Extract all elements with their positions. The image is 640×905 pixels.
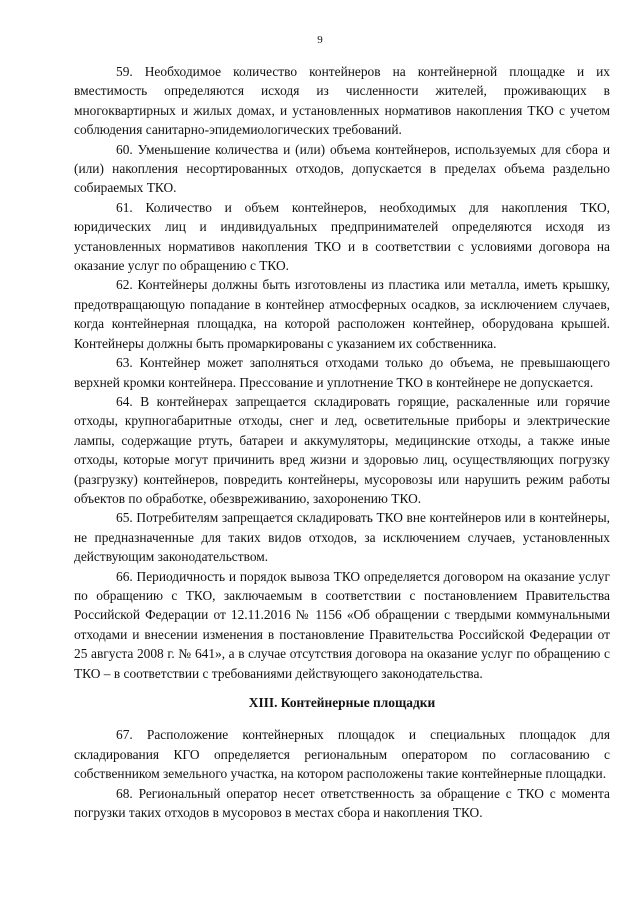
section-heading: XIII. Контейнерные площадки xyxy=(248,695,436,710)
document-body xyxy=(74,62,610,822)
paragraph-60: 60. Уменьшение количества и (или) объема контейнеров, используемых для сбора и (или) накопления несортированных отходов, допускается в пределах объема раздельно собираемых ТКО. xyxy=(74,141,610,196)
paragraph-65: 65. Потребителям запрещается складировать ТКО вне контейнеров или в контейнеры, не предназначенные для таких видов отходов, за исключением случаев, установленных действующим законодательством. xyxy=(74,510,610,565)
paragraph-64: 64. В контейнерах запрещается складировать горящие, раскаленные или горячие отходы, крупногабаритные отходы, снег и лед, осветительные приборы и электрические лампы, содержащие ртуть, батареи и аккумуляторы, медицинские отходы, а также иные отходы, которые могут причинить вред жизни и здоровью лиц, осуществляющих погрузку (разгрузку) контейнеров, повредить контейнеры, мусоровозы или нарушить режим работы объектов по обработке, обезвреживанию, захоронению ТКО. xyxy=(74,393,610,506)
paragraph-68: 68. Региональный оператор несет ответственность за обращение с ТКО с момента погрузки таких отходов в мусоровоз в местах сбора и накопления ТКО. xyxy=(74,785,610,821)
paragraph-67: 67. Расположение контейнерных площадок и специальных площадок для складирования КГО определяется региональным оператором по согласованию с собственником земельного участка, на котором расположены такие контейнерные площадки. xyxy=(74,727,610,782)
page-number: 9 xyxy=(317,34,323,46)
paragraph-59: 59. Необходимое количество контейнеров на контейнерной площадке и их вместимость определяются исходя из численности жителей, проживающих в многоквартирных и жилых домах, и установленных нормативов накопления ТКО с учетом соблюдения санитарно-эпидемиологических требований. xyxy=(74,64,610,138)
paragraph-66: 66. Периодичность и порядок вывоза ТКО определяется договором на оказание услуг по обращению с ТКО, заключаемым в соответствии с постановлением Правительства Российской Федерации от 12.11.2016 № 1156 «Об обращении с твердыми коммунальными отходами и внесении изменения в постановление Правительства Российской Федерации от 25 августа 2008 г. № 641», а в случае отсутствия договора на оказание услуг по обращению с ТКО – в соответствии с требованиями действующего законодательства. xyxy=(74,568,610,681)
paragraph-62: 62. Контейнеры должны быть изготовлены из пластика или металла, иметь крышку, предотвращающую попадание в контейнер атмосферных осадков, за исключением случаев, когда контейнерная площадка, на которой расположен контейнер, оборудована крышей. Контейнеры должны быть промаркированы с указанием их собственника. xyxy=(74,277,610,351)
paragraph-63: 63. Контейнер может заполняться отходами только до объема, не превышающего верхней кромки контейнера. Прессование и уплотнение ТКО в контейнере не допускается. xyxy=(74,355,610,390)
paragraph-61: 61. Количество и объем контейнеров, необходимых для накопления ТКО, юридических лиц и индивидуальных предпринимателей определяются исходя из установленных нормативов накопления ТКО и в соответствии с условиями договора на оказание услуг по обращению с ТКО. xyxy=(74,199,610,274)
